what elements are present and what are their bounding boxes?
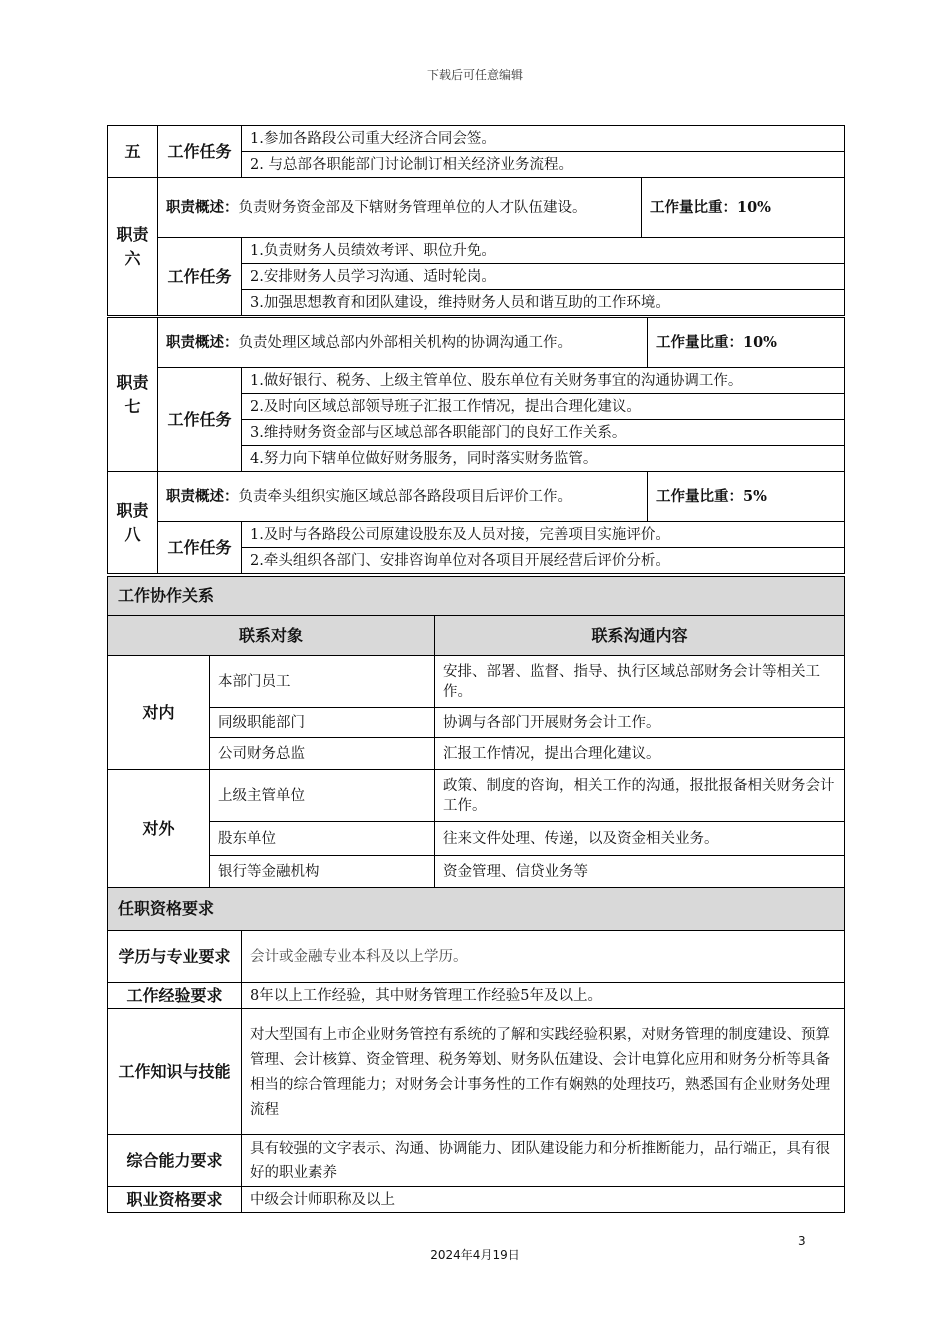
internal-target-2: 同级职能部门: [210, 708, 435, 738]
duty7-label: 职责七: [108, 318, 158, 472]
duty5-tasks-label: 工作任务: [158, 126, 242, 178]
external-label: 对外: [108, 770, 210, 888]
duty6-overview-text: 负责财务资金部及下辖财务管理单位的人才队伍建设。: [238, 199, 587, 216]
qualifications-title: 任职资格要求: [108, 888, 845, 931]
duty8-overview: [158, 472, 648, 522]
external-target-2: 股东单位: [210, 822, 435, 856]
duty7-weight: 工作量比重：10%: [648, 318, 845, 368]
duty7-task-1: 1.做好银行、税务、上级主管单位、股东单位有关财务事宜的沟通协调工作。: [242, 368, 845, 394]
duty7-task-4: 4.努力向下辖单位做好财务服务，同时落实财务监管。: [242, 446, 845, 472]
internal-label: 对内: [108, 656, 210, 770]
duties-table-2: [107, 317, 845, 574]
duty8-label: 职责八: [108, 472, 158, 574]
internal-content-2: 协调与各部门开展财务会计工作。: [435, 708, 845, 738]
duty5-task-1: 1.参加各路段公司重大经济合同会签。: [242, 126, 845, 152]
qual-value-certification: 中级会计师职称及以上: [242, 1187, 845, 1213]
external-content-2: 往来文件处理、传递，以及资金相关业务。: [435, 822, 845, 856]
duty8-overview-text: 负责牵头组织实施区域总部各路段项目后评价工作。: [238, 488, 572, 505]
duty6-tasks-label: 工作任务: [158, 238, 242, 316]
duty5-task-2: 2. 与总部各职能部门讨论制订相关经济业务流程。: [242, 152, 845, 178]
duty8-weight: 工作量比重：5%: [648, 472, 845, 522]
qual-label-certification: 职业资格要求: [108, 1187, 242, 1213]
duty7-overview-label: 职责概述：: [166, 333, 239, 351]
cooperation-title: 工作协作关系: [108, 577, 845, 616]
duty8-task-2: 2.牵头组织各部门、安排咨询单位对各项目开展经营后评价分析。: [242, 548, 845, 574]
duty6-label: 职责六: [108, 178, 158, 316]
duty6-task-2: 2.安排财务人员学习沟通、适时轮岗。: [242, 264, 845, 290]
duty7-tasks-label: 工作任务: [158, 368, 242, 472]
external-target-1: 上级主管单位: [210, 770, 435, 822]
duty7-task-3: 3.维持财务资金部与区域总部各职能部门的良好工作关系。: [242, 420, 845, 446]
duty6-overview: [158, 178, 642, 238]
qual-value-experience: 8年以上工作经验，其中财务管理工作经验5年及以上。: [242, 983, 845, 1009]
page-header: 下载后可任意编辑: [426, 68, 523, 82]
qual-value-education: 会计或金融专业本科及以上学历。: [242, 931, 845, 983]
qual-label-experience: 工作经验要求: [108, 983, 242, 1009]
duty7-overview: [158, 318, 648, 368]
duty6-task-1: 1.负责财务人员绩效考评、职位升免。: [242, 238, 845, 264]
col-content-header: 联系沟通内容: [435, 616, 845, 656]
duties-table: [107, 125, 845, 316]
qual-label-education: 学历与专业要求: [108, 931, 242, 983]
qual-label-knowledge: 工作知识与技能: [108, 1009, 242, 1135]
qual-label-ability: 综合能力要求: [108, 1135, 242, 1187]
duty8-tasks-label: 工作任务: [158, 522, 242, 574]
duty8-overview-label: 职责概述：: [166, 487, 239, 505]
col-target-header: 联系对象: [108, 616, 435, 656]
external-content-1: 政策、制度的咨询，相关工作的沟通，报批报备相关财务会计工作。: [435, 770, 845, 822]
external-content-3: 资金管理、信贷业务等: [435, 856, 845, 888]
duty6-overview-label: 职责概述：: [166, 198, 239, 216]
duty7-task-2: 2.及时向区域总部领导班子汇报工作情况，提出合理化建议。: [242, 394, 845, 420]
internal-content-1: 安排、部署、监督、指导、执行区域总部财务会计等相关工作。: [435, 656, 845, 708]
internal-target-3: 公司财务总监: [210, 738, 435, 770]
duty5-label: 五: [108, 126, 158, 178]
internal-content-3: 汇报工作情况，提出合理化建议。: [435, 738, 845, 770]
qual-value-ability: 具有较强的文字表示、沟通、协调能力、团队建设能力和分析推断能力，品行端正，具有很好的职业素养: [242, 1135, 845, 1187]
duty6-weight: 工作量比重：10%: [642, 178, 845, 238]
qual-value-knowledge: 对大型国有上市企业财务管控有系统的了解和实践经验积累，对财务管理的制度建设、预算管理、会计核算、资金管理、税务筹划、财务队伍建设、会计电算化应用和财务分析等具备相当的综合管理能力；对财务会计事务性的工作有娴熟的处理技巧，熟悉国有企业财务处理流程: [242, 1009, 845, 1135]
page-number: 3: [798, 1234, 806, 1248]
external-target-3: 银行等金融机构: [210, 856, 435, 888]
internal-target-1: 本部门员工: [210, 656, 435, 708]
qualifications-table: [107, 887, 845, 1213]
cooperation-table: [107, 576, 845, 888]
duty7-overview-text: 负责处理区域总部内外部相关机构的协调沟通工作。: [238, 334, 572, 351]
duty8-task-1: 1.及时与各路段公司原建设股东及人员对接，完善项目实施评价。: [242, 522, 845, 548]
footer-date: 2024年4月19日: [430, 1248, 520, 1262]
duty6-task-3: 3.加强思想教育和团队建设，维持财务人员和谐互助的工作环境。: [242, 290, 845, 316]
